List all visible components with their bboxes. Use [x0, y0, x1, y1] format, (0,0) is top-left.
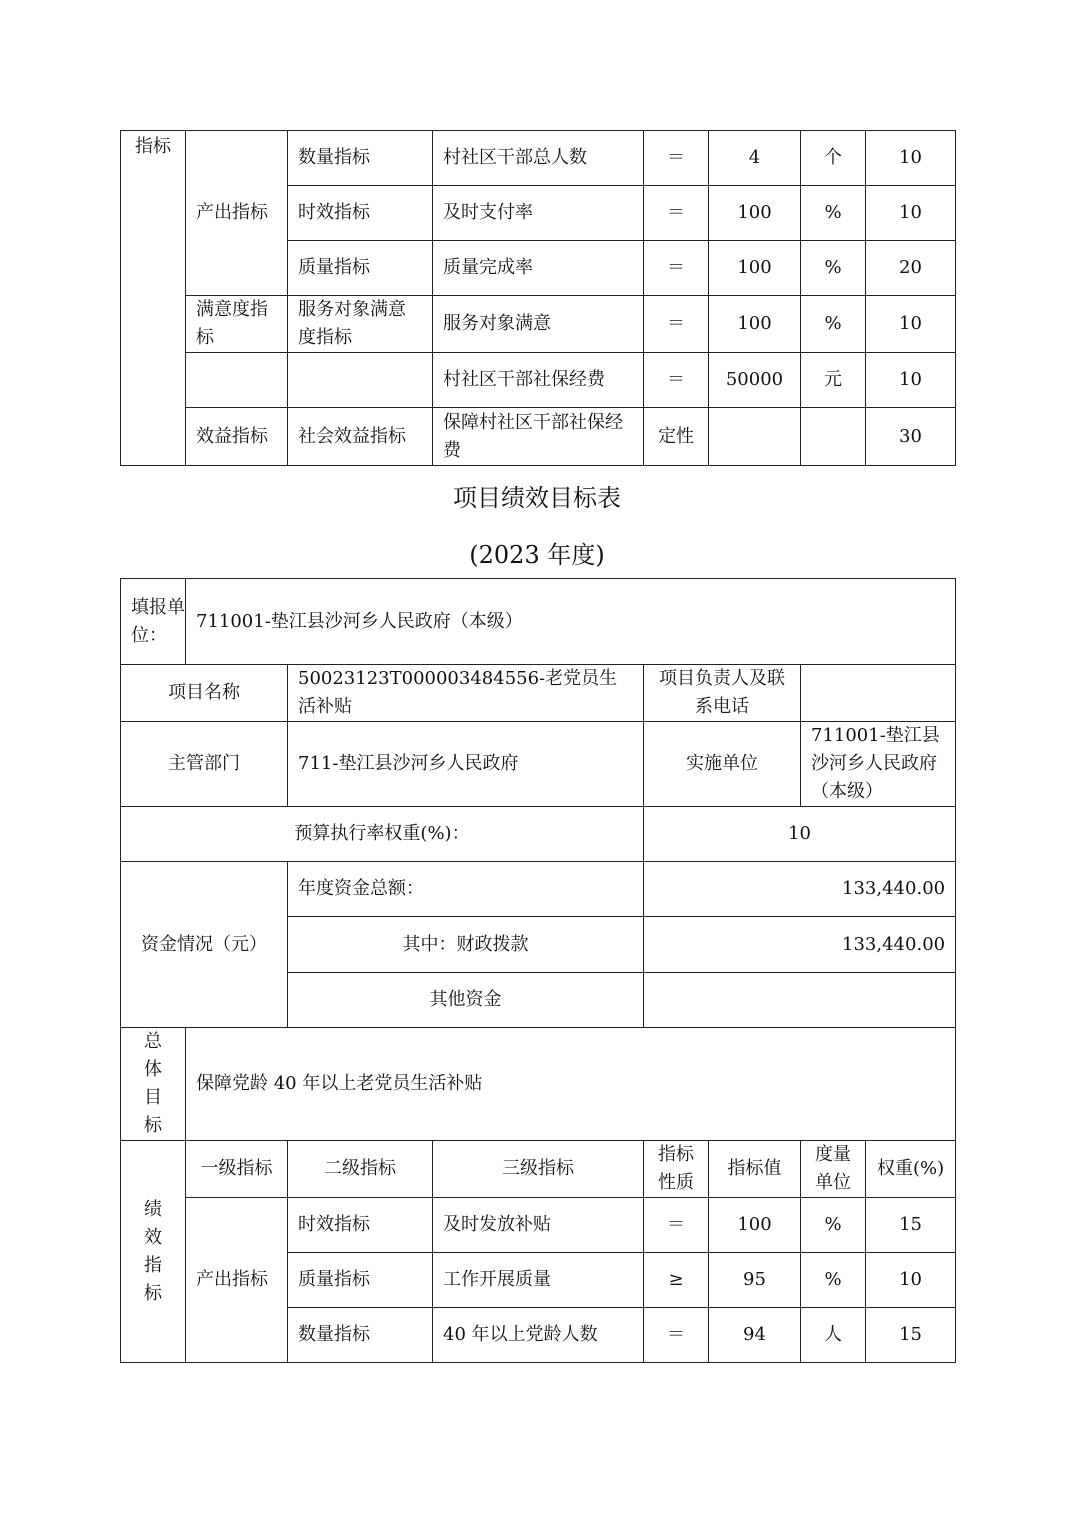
level2-cell: 质量指标 — [288, 1253, 433, 1308]
impl-unit-value: 711001-垫江县沙河乡人民政府（本级） — [801, 722, 956, 807]
level3-cell: 保障村社区干部社保经费 — [433, 408, 644, 466]
level2-cell: 质量指标 — [288, 241, 433, 296]
nature-cell: ＝ — [644, 186, 709, 241]
weight-cell: 10 — [866, 186, 956, 241]
value-cell: 100 — [709, 186, 801, 241]
other-funds-value — [644, 973, 956, 1028]
header-level3: 三级指标 — [433, 1141, 644, 1198]
weight-cell: 10 — [866, 1253, 956, 1308]
level2-cell: 数量指标 — [288, 131, 433, 186]
weight-cell: 15 — [866, 1308, 956, 1363]
weight-cell: 10 — [866, 131, 956, 186]
level1-cell: 产出指标 — [186, 131, 288, 296]
weight-cell: 10 — [866, 353, 956, 408]
fill-unit-value: 711001-垫江县沙河乡人民政府（本级） — [186, 579, 956, 665]
unit-cell: % — [801, 1253, 866, 1308]
header-nature: 指标性质 — [644, 1141, 709, 1198]
weight-cell: 30 — [866, 408, 956, 466]
unit-cell: % — [801, 1198, 866, 1253]
contact-value — [801, 665, 956, 722]
weight-cell: 15 — [866, 1198, 956, 1253]
value-cell: 100 — [709, 296, 801, 353]
annual-total-value: 133,440.00 — [644, 862, 956, 917]
page-title: 项目绩效目标表 — [453, 484, 621, 512]
header-unit: 度量单位 — [801, 1141, 866, 1198]
level3-cell: 村社区干部总人数 — [433, 131, 644, 186]
level1-cell: 产出指标 — [186, 1198, 288, 1363]
nature-cell: ＝ — [644, 353, 709, 408]
nature-cell: ＝ — [644, 241, 709, 296]
level2-cell — [288, 353, 433, 408]
nature-cell: ＝ — [644, 1198, 709, 1253]
unit-cell: 人 — [801, 1308, 866, 1363]
level1-cell — [186, 353, 288, 408]
level2-cell: 服务对象满意度指标 — [288, 296, 433, 353]
fill-unit-label: 填报单位： — [121, 579, 186, 665]
header-level1: 一级指标 — [186, 1141, 288, 1198]
section-label: 指标 — [121, 131, 186, 466]
page-subtitle: (2023 年度) — [469, 541, 605, 569]
impl-unit-label: 实施单位 — [644, 722, 801, 807]
fiscal-value: 133,440.00 — [644, 917, 956, 973]
header-value: 指标值 — [709, 1141, 801, 1198]
level1-cell: 效益指标 — [186, 408, 288, 466]
unit-cell: % — [801, 186, 866, 241]
header-weight: 权重(%) — [866, 1141, 956, 1198]
header-level2: 二级指标 — [288, 1141, 433, 1198]
value-cell: 100 — [709, 1198, 801, 1253]
level3-cell: 40 年以上党龄人数 — [433, 1308, 644, 1363]
level1-cell: 满意度指标 — [186, 296, 288, 353]
level3-cell: 及时支付率 — [433, 186, 644, 241]
level2-cell: 时效指标 — [288, 1198, 433, 1253]
budget-rate-value: 10 — [644, 807, 956, 862]
dept-label: 主管部门 — [121, 722, 288, 807]
level3-cell: 服务对象满意 — [433, 296, 644, 353]
nature-cell: ≥ — [644, 1253, 709, 1308]
level3-cell: 工作开展质量 — [433, 1253, 644, 1308]
level2-cell: 社会效益指标 — [288, 408, 433, 466]
nature-cell: ＝ — [644, 131, 709, 186]
budget-rate-label: 预算执行率权重(%)： — [121, 807, 644, 862]
fiscal-label: 其中：财政拨款 — [288, 917, 644, 973]
nature-cell: ＝ — [644, 296, 709, 353]
value-cell: 100 — [709, 241, 801, 296]
performance-target-table — [120, 578, 956, 1363]
value-cell: 50000 — [709, 353, 801, 408]
level3-cell: 及时发放补贴 — [433, 1198, 644, 1253]
value-cell: 94 — [709, 1308, 801, 1363]
goal-label: 总体目标 — [121, 1028, 186, 1141]
unit-cell: 元 — [801, 353, 866, 408]
value-cell: 95 — [709, 1253, 801, 1308]
dept-value: 711-垫江县沙河乡人民政府 — [288, 722, 644, 807]
other-funds-label: 其他资金 — [288, 973, 644, 1028]
unit-cell: % — [801, 241, 866, 296]
value-cell — [709, 408, 801, 466]
unit-cell: 个 — [801, 131, 866, 186]
project-name-value: 50023123T000003484556-老党员生活补贴 — [288, 665, 644, 722]
level2-cell: 时效指标 — [288, 186, 433, 241]
contact-label: 项目负责人及联系电话 — [644, 665, 801, 722]
unit-cell: % — [801, 296, 866, 353]
nature-cell: ＝ — [644, 1308, 709, 1363]
weight-cell: 20 — [866, 241, 956, 296]
value-cell: 4 — [709, 131, 801, 186]
funds-label: 资金情况（元） — [121, 862, 288, 1028]
nature-cell: 定性 — [644, 408, 709, 466]
weight-cell: 10 — [866, 296, 956, 353]
unit-cell — [801, 408, 866, 466]
goal-value: 保障党龄 40 年以上老党员生活补贴 — [186, 1028, 956, 1141]
indicator-table-continued — [120, 130, 956, 466]
level3-cell: 村社区干部社保经费 — [433, 353, 644, 408]
perf-label: 绩效指标 — [121, 1141, 186, 1363]
annual-total-label: 年度资金总额： — [288, 862, 644, 917]
project-name-label: 项目名称 — [121, 665, 288, 722]
level3-cell: 质量完成率 — [433, 241, 644, 296]
level2-cell: 数量指标 — [288, 1308, 433, 1363]
